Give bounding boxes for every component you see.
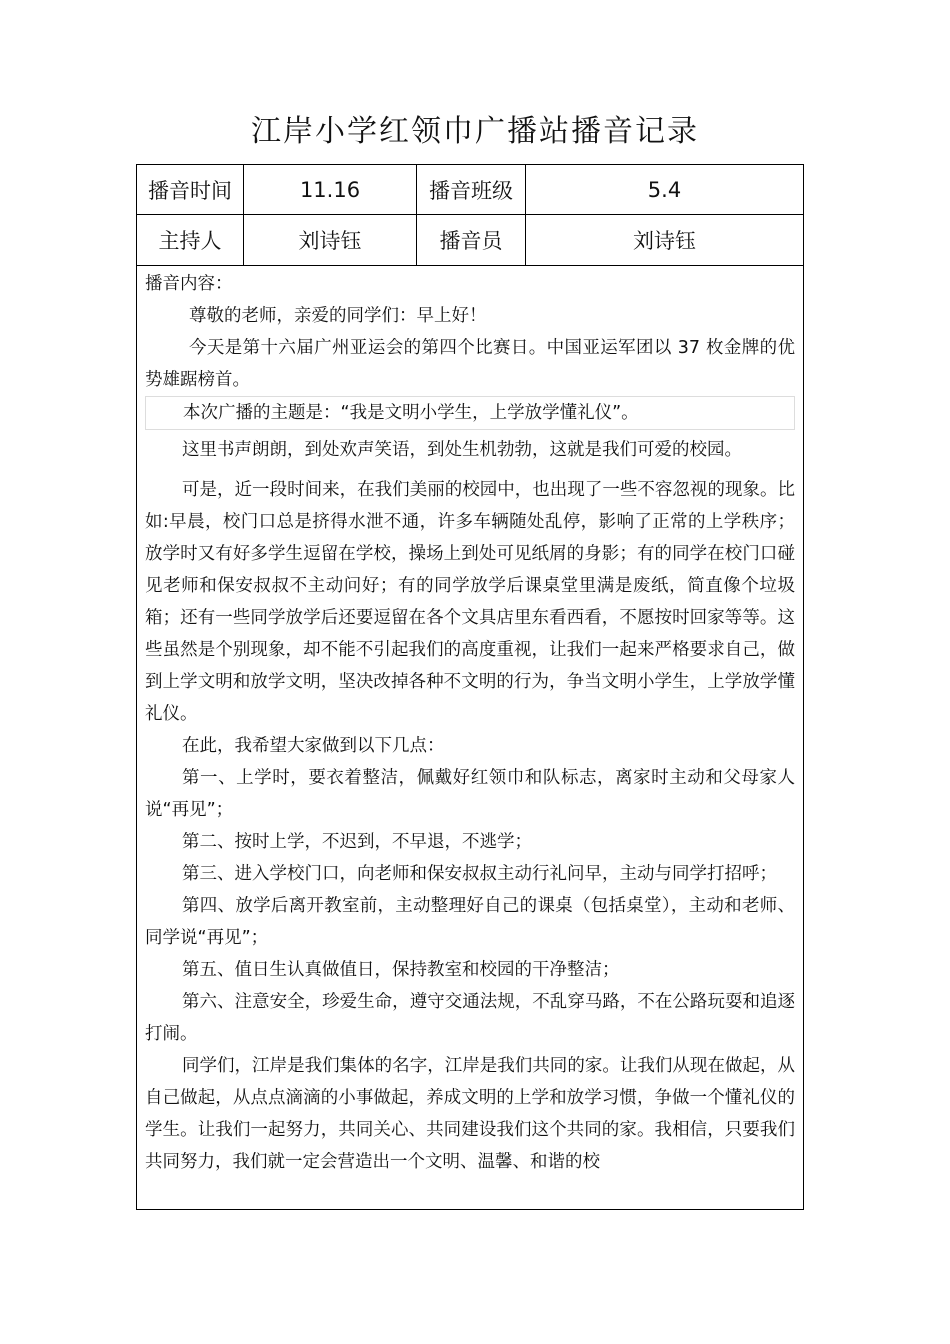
time-label: 播音时间 bbox=[148, 178, 232, 203]
point-1-paragraph: 第一、上学时，要衣着整洁，佩戴好红领巾和队标志，离家时主动和父母家人说“再见”； bbox=[145, 768, 795, 820]
theme-paragraph: 本次广播的主题是：“我是文明小学生，上学放学懂礼仪”。 bbox=[145, 396, 795, 430]
record-table bbox=[136, 164, 804, 1210]
host-value: 刘诗钰 bbox=[298, 229, 362, 253]
class-label: 播音班级 bbox=[429, 178, 513, 203]
announcer-label: 播音员 bbox=[439, 229, 503, 253]
greeting-paragraph: 尊敬的老师，亲爱的同学们：早上好！ bbox=[189, 306, 487, 326]
point-5-paragraph: 第五、值日生认真做值日，保持教室和校园的干净整洁； bbox=[182, 960, 620, 980]
campus-paragraph: 这里书声朗朗，到处欢声笑语，到处生机勃勃，这就是我们可爱的校园。 bbox=[182, 440, 742, 460]
point-6-paragraph: 第六、注意安全，珍爱生命，遵守交通法规，不乱穿马路，不在公路玩耍和追逐打闹。 bbox=[145, 992, 795, 1044]
point-3-paragraph: 第三、进入学校门口，向老师和保安叔叔主动行礼问早，主动与同学打招呼； bbox=[182, 864, 777, 884]
broadcast-content bbox=[145, 268, 795, 1178]
intro-points-paragraph: 在此，我希望大家做到以下几点： bbox=[182, 736, 445, 756]
time-value: 11.16 bbox=[299, 177, 361, 202]
content-label: 播音内容： bbox=[145, 274, 233, 294]
class-value: 5.4 bbox=[647, 177, 682, 202]
asian-games-paragraph: 今天是第十六届广州亚运会的第四个比赛日。中国亚运军团以 37 枚金牌的优势雄踞榜首。 bbox=[145, 338, 795, 390]
announcer-value: 刘诗钰 bbox=[633, 229, 696, 253]
problems-paragraph: 可是，近一段时间来，在我们美丽的校园中，也出现了一些不容忽视的现象。比如:早晨，校门口总是挤得水泄不通，许多车辆随处乱停，影响了正常的上学秩序；放学时又有好多学生逗留在学校，操场上到处可见纸屑的身影；有的同学在校门口碰见老师和保安叔叔不主动问好；有的同学放学后课桌堂里满是废纸，简直像个垃圾箱；还有一些同学放学后还要逗留在各个文具店里东看西看，不愿按时回家等等。这些虽然是个别现象，却不能不引起我们的高度重视，让我们一起来严格要求自己，做到上学文明和放学文明，坚决改掉各种不文明的行为，争当文明小学生，上学放学懂礼仪。 bbox=[145, 480, 795, 724]
host-label: 主持人 bbox=[158, 229, 222, 253]
point-4-paragraph: 第四、放学后离开教室前，主动整理好自己的课桌（包括桌堂），主动和老师、同学说“再见”； bbox=[145, 896, 795, 948]
closing-paragraph: 同学们，江岸是我们集体的名字，江岸是我们共同的家。让我们从现在做起，从自己做起，从点点滴滴的小事做起，养成文明的上学和放学习惯，争做一个懂礼仪的学生。让我们一起努力，共同关心、共同建设我们这个共同的家。我相信，只要我们共同努力，我们就一定会营造出一个文明、温馨、和谐的校 bbox=[145, 1056, 795, 1172]
row-divider bbox=[137, 265, 803, 266]
spacer bbox=[145, 466, 795, 474]
page-title: 江岸小学红领巾广播站播音记录 bbox=[251, 114, 699, 149]
point-2-paragraph: 第二、按时上学，不迟到，不早退，不逃学； bbox=[182, 832, 532, 852]
